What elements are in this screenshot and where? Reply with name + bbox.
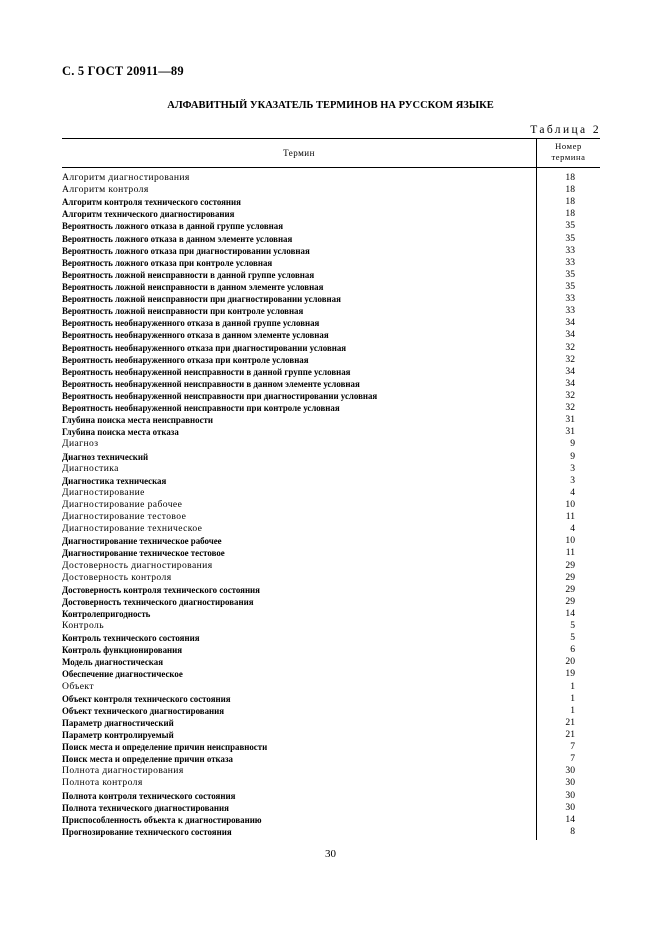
term-number-cell: 32: [565, 389, 575, 401]
term-number-cell: 1: [570, 680, 575, 692]
table-row: [62, 753, 600, 765]
term-number-cell: 21: [565, 716, 575, 728]
term-number-cell: 5: [570, 632, 575, 644]
term-number-cell: 35: [565, 232, 575, 244]
table-row: [62, 378, 600, 390]
term-cell: Вероятность необнаруженной неисправности в данной группе условная: [62, 366, 351, 377]
term-cell: Алгоритм контроля: [62, 184, 149, 196]
term-cell: Полнота технического диагностирования: [62, 802, 229, 813]
term-number-cell: 35: [565, 268, 575, 280]
term-number-cell: 35: [565, 220, 575, 232]
term-cell: Полнота контроля: [62, 777, 143, 789]
term-number-cell: 7: [570, 753, 575, 765]
term-number-cell: 30: [565, 801, 575, 813]
term-cell: Диагностирование техническое тестовое: [62, 548, 225, 559]
table-row: [62, 233, 600, 245]
term-number-cell: 10: [565, 498, 575, 510]
table-label: Таблица 2: [530, 124, 601, 136]
term-number-cell: 20: [565, 656, 575, 668]
term-number-cell: 29: [565, 571, 575, 583]
term-cell: Объект: [62, 680, 94, 692]
column-header-number-line2: термина: [551, 152, 586, 162]
table-row: [62, 681, 600, 693]
term-number-cell: 3: [570, 462, 575, 474]
table-row: [62, 693, 600, 705]
table-row: [62, 584, 600, 596]
table-row: [62, 644, 600, 656]
term-number-cell: 5: [570, 620, 575, 632]
table-row: [62, 656, 600, 668]
term-cell: Полнота контроля технического состояния: [62, 790, 236, 801]
table-row: [62, 354, 600, 366]
term-cell: Алгоритм технического диагностирования: [62, 209, 235, 220]
page-number: 30: [325, 848, 336, 860]
table-row: [62, 717, 600, 729]
term-number-cell: 4: [570, 523, 575, 535]
term-number-cell: 14: [565, 813, 575, 825]
table-row: [62, 317, 600, 329]
table-row: [62, 475, 600, 487]
term-number-cell: 30: [565, 765, 575, 777]
table-top-rule: [62, 138, 600, 139]
term-cell: Диагностирование тестовое: [62, 511, 187, 523]
term-number-cell: 18: [565, 172, 575, 183]
term-cell: Диагноз: [62, 438, 99, 450]
table-row: [62, 668, 600, 680]
term-number-cell: 4: [570, 486, 575, 498]
table-row: [62, 196, 600, 208]
term-cell: Вероятность ложной неисправности при контроле условная: [62, 306, 304, 317]
table-row: [62, 257, 600, 269]
table-row: [62, 220, 600, 232]
table-row: [62, 826, 600, 838]
table-row: [62, 814, 600, 826]
table-row: [62, 523, 600, 535]
table-row: [62, 560, 600, 572]
term-number-cell: 33: [565, 244, 575, 256]
term-number-cell: 35: [565, 280, 575, 292]
term-cell: Вероятность необнаруженной неисправности при контроле условная: [62, 403, 340, 414]
term-number-cell: 8: [570, 825, 575, 837]
table-row: [62, 511, 600, 523]
term-cell: Контролепригодность: [62, 608, 151, 619]
term-cell: Приспособленность объекта к диагностированию: [62, 814, 262, 825]
term-cell: Диагностирование техническое рабочее: [62, 536, 222, 547]
term-number-cell: 11: [565, 511, 575, 523]
term-number-cell: 18: [565, 208, 575, 220]
table-row: [62, 184, 600, 196]
table-row: [62, 329, 600, 341]
term-cell: Вероятность ложной неисправности в данном элементе условная: [62, 281, 324, 292]
table-row: [62, 245, 600, 257]
term-number-cell: 21: [565, 729, 575, 741]
term-cell: Достоверность контроля: [62, 571, 172, 583]
term-number-cell: 33: [565, 256, 575, 268]
term-cell: Вероятность необнаруженного отказа при диагностировании условная: [62, 342, 347, 353]
term-cell: Достоверность диагностирования: [62, 559, 213, 571]
term-cell: Вероятность необнаруженной неисправности при диагностировании условная: [62, 390, 378, 401]
term-cell: Контроль технического состояния: [62, 633, 200, 644]
term-number-cell: 18: [565, 196, 575, 208]
table-row: [62, 499, 600, 511]
term-number-cell: 34: [565, 317, 575, 329]
term-cell: Модель диагностическая: [62, 657, 164, 668]
table-row: [62, 293, 600, 305]
table-row: [62, 802, 600, 814]
term-number-cell: 33: [565, 293, 575, 305]
table-row: [62, 426, 600, 438]
table-row: [62, 596, 600, 608]
term-number-cell: 1: [570, 692, 575, 704]
table-row: [62, 487, 600, 499]
table-row: [62, 632, 600, 644]
term-number-cell: 31: [565, 414, 575, 426]
term-cell: Глубина поиска места отказа: [62, 427, 179, 438]
term-number-cell: 7: [570, 741, 575, 753]
term-cell: Прогнозирование технического состояния: [62, 826, 232, 837]
term-number-cell: 19: [565, 668, 575, 680]
term-cell: Вероятность ложного отказа в данной группе условная: [62, 221, 284, 232]
table-row: [62, 172, 600, 184]
table-row: [62, 777, 600, 789]
term-cell: Вероятность необнаруженной неисправности в данном элементе условная: [62, 378, 360, 389]
column-header-number-line1: Номер: [555, 141, 582, 151]
table-row: [62, 402, 600, 414]
term-cell: Вероятность необнаруженного отказа в данном элементе условная: [62, 330, 329, 341]
table-row: [62, 608, 600, 620]
term-cell: Достоверность контроля технического состояния: [62, 584, 260, 595]
table-row: [62, 765, 600, 777]
term-number-cell: 3: [570, 474, 575, 486]
term-cell: Контроль функционирования: [62, 645, 183, 656]
term-cell: Вероятность необнаруженного отказа при контроле условная: [62, 354, 309, 365]
term-number-cell: 9: [570, 438, 575, 450]
term-cell: Диагноз технический: [62, 451, 149, 462]
term-cell: Вероятность ложного отказа при диагностировании условная: [62, 245, 310, 256]
term-cell: Алгоритм контроля технического состояния: [62, 197, 241, 208]
column-header-term: Термин: [283, 148, 315, 158]
table-row: [62, 547, 600, 559]
page-header: С. 5 ГОСТ 20911—89: [62, 64, 184, 78]
table-row: [62, 342, 600, 354]
table-row: [62, 390, 600, 402]
table-body: [62, 172, 600, 838]
table-row: [62, 281, 600, 293]
term-number-cell: 34: [565, 329, 575, 341]
term-number-cell: 11: [565, 547, 575, 559]
term-cell: Параметр диагностический: [62, 717, 174, 728]
term-cell: Вероятность ложного отказа при контроле условная: [62, 257, 273, 268]
term-cell: Параметр контролируемый: [62, 730, 174, 741]
term-cell: Поиск места и определение причин неисправности: [62, 742, 268, 753]
term-number-cell: 14: [565, 607, 575, 619]
term-number-cell: 1: [570, 704, 575, 716]
term-number-cell: 29: [565, 595, 575, 607]
term-cell: Диагностирование техническое: [62, 523, 203, 535]
table-row: [62, 451, 600, 463]
table-row: [62, 620, 600, 632]
table-row: [62, 535, 600, 547]
table-row: [62, 463, 600, 475]
term-cell: Диагностика: [62, 462, 119, 474]
table-row: [62, 208, 600, 220]
term-cell: Вероятность ложного отказа в данном элементе условная: [62, 233, 293, 244]
index-title: АЛФАВИТНЫЙ УКАЗАТЕЛЬ ТЕРМИНОВ НА РУССКОМ ЯЗЫКЕ: [167, 100, 494, 111]
term-number-cell: 29: [565, 559, 575, 571]
term-number-cell: 30: [565, 777, 575, 789]
term-cell: Поиск места и определение причин отказа: [62, 754, 233, 765]
table-row: [62, 366, 600, 378]
table-row: [62, 790, 600, 802]
term-number-cell: 32: [565, 402, 575, 414]
term-cell: Обеспечение диагностическое: [62, 669, 183, 680]
table-header-rule: [62, 167, 600, 168]
term-number-cell: 33: [565, 305, 575, 317]
term-number-cell: 32: [565, 353, 575, 365]
term-number-cell: 9: [570, 450, 575, 462]
term-cell: Глубина поиска места неисправности: [62, 415, 214, 426]
term-cell: Достоверность технического диагностирования: [62, 596, 254, 607]
term-number-cell: 34: [565, 377, 575, 389]
term-cell: Контроль: [62, 620, 104, 632]
term-cell: Вероятность ложной неисправности при диагностировании условная: [62, 294, 341, 305]
term-number-cell: 30: [565, 789, 575, 801]
table-row: [62, 269, 600, 281]
term-cell: Полнота диагностирования: [62, 765, 184, 777]
term-cell: Объект технического диагностирования: [62, 705, 225, 716]
term-cell: Диагностирование рабочее: [62, 498, 183, 510]
term-number-cell: 29: [565, 583, 575, 595]
term-cell: Диагностирование: [62, 486, 145, 498]
table-row: [62, 438, 600, 450]
term-number-cell: 31: [565, 426, 575, 438]
table-row: [62, 729, 600, 741]
term-cell: Алгоритм диагностирования: [62, 172, 190, 183]
table-row: [62, 305, 600, 317]
term-cell: Вероятность ложной неисправности в данной группе условная: [62, 269, 315, 280]
table-row: [62, 414, 600, 426]
term-number-cell: 34: [565, 365, 575, 377]
term-number-cell: 32: [565, 341, 575, 353]
table-row: [62, 705, 600, 717]
term-cell: Диагностика техническая: [62, 475, 167, 486]
column-header-number: [537, 141, 600, 163]
table-row: [62, 572, 600, 584]
table-row: [62, 741, 600, 753]
term-number-cell: 18: [565, 184, 575, 196]
term-cell: Вероятность необнаруженного отказа в данной группе условная: [62, 318, 320, 329]
term-number-cell: 10: [565, 535, 575, 547]
term-number-cell: 6: [570, 644, 575, 656]
term-cell: Объект контроля технического состояния: [62, 693, 231, 704]
